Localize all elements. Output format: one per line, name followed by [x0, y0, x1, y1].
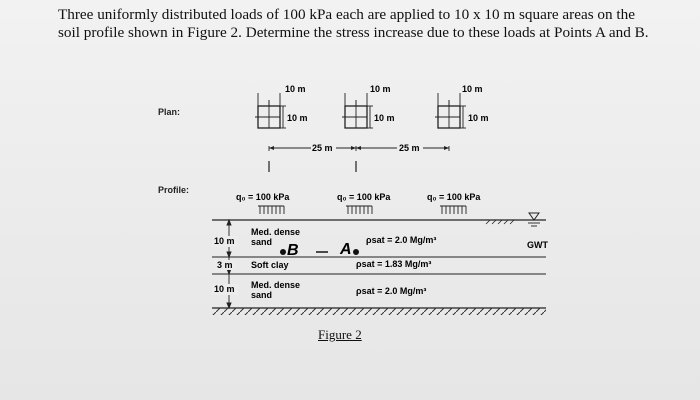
plan-width-3: 10 m: [462, 84, 483, 94]
ground-hatch-right: [486, 220, 514, 224]
layer-1-density: ρsat = 2.0 Mg/m³: [366, 235, 437, 245]
plan-spacing-2: 25 m: [399, 143, 420, 153]
load-arrows-3: [440, 206, 466, 214]
gwt-label: GWT: [527, 240, 548, 250]
figure-caption: Figure 2: [318, 327, 362, 342]
layer-2-density: ρsat = 1.83 Mg/m³: [356, 259, 432, 269]
plan-spacing-dimensions: [269, 143, 449, 153]
point-a-marker: [339, 241, 359, 258]
plan-height-1: 10 m: [287, 113, 308, 123]
layer-3-name-line1: Med. dense: [251, 280, 301, 290]
load-label-3: q₀ = 100 kPa: [427, 192, 481, 202]
layer-3-thickness: 10 m: [214, 284, 235, 294]
load-arrows-1: [258, 206, 284, 214]
profile-view: [212, 192, 548, 315]
layer-1-name-line2: sand: [251, 237, 273, 247]
gwt-symbol: [527, 213, 548, 250]
profile-label: Profile:: [158, 185, 190, 195]
plan-height-2: 10 m: [374, 113, 395, 123]
layer-2-thickness: 3 m: [217, 260, 233, 270]
plan-width-1: 10 m: [285, 84, 306, 94]
plan-view: [255, 84, 489, 172]
load-label-2: q₀ = 100 kPa: [337, 192, 391, 202]
point-a-label: A: [340, 241, 352, 258]
point-b-label: B: [287, 242, 299, 259]
layer-3-name-line2: sand: [251, 290, 273, 300]
layer-1-name-line1: Med. dense: [251, 227, 301, 237]
load-label-1: q₀ = 100 kPa: [236, 192, 290, 202]
plan-footing-2: [342, 84, 395, 151]
plan-height-3: 10 m: [468, 113, 489, 123]
plan-label: Plan:: [158, 107, 181, 117]
layer-2-name: Soft clay: [251, 260, 289, 270]
plan-spacing-1: 25 m: [312, 143, 333, 153]
plan-footing-1: [255, 84, 308, 151]
bedrock-hatch: [212, 308, 546, 315]
layer-3-density: ρsat = 2.0 Mg/m³: [356, 286, 427, 296]
layer-1-thickness: 10 m: [214, 236, 235, 246]
plan-footing-3: [435, 84, 489, 151]
load-arrows-2: [346, 206, 372, 214]
problem-statement: Three uniformly distributed loads of 100 kPa each are applied to 10 x 10 m square areas on the soil profile shown in Figure 2. Determine the stress increase due to these loads at Points A and B.: [58, 6, 649, 41]
plan-width-2: 10 m: [370, 84, 391, 94]
